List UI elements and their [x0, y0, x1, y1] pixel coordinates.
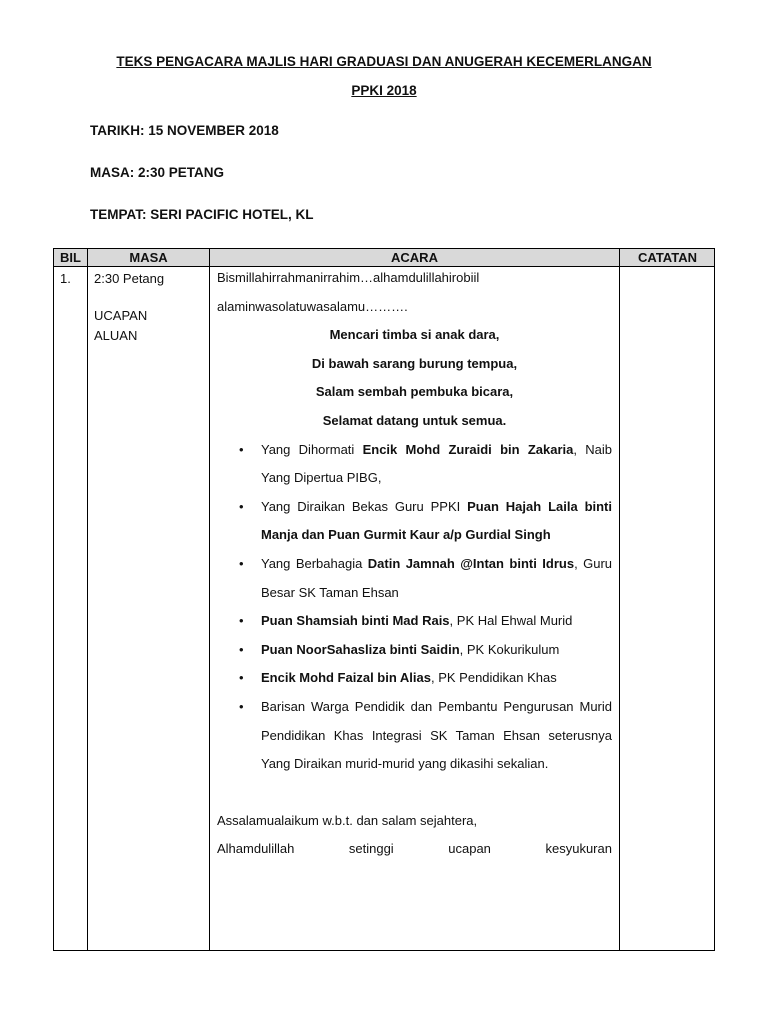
pantun-line-2: Di bawah sarang burung tempua, [311, 355, 518, 371]
time-note-line-2: ALUAN [94, 328, 138, 343]
pantun-line-4: Selamat datang untuk semua. [322, 412, 507, 428]
document-title-line-1: TEKS PENGACARA MAJLIS HARI GRADUASI DAN ANUGERAH KECEMERLANGAN [116, 54, 652, 69]
header-masa: MASA [129, 250, 168, 265]
header-acara: ACARA [391, 250, 438, 265]
document-title-line-2: PPKI 2018 [351, 83, 417, 98]
event-venue: TEMPAT: SERI PACIFIC HOTEL, KL [90, 207, 314, 222]
column-divider [209, 249, 210, 950]
event-date: TARIKH: 15 NOVEMBER 2018 [90, 123, 279, 138]
acara-cell [217, 264, 612, 864]
list-item: • Yang Berbahagia Datin Jamnah @Intan binti Idrus, Guru Besar SK Taman Ehsan [261, 550, 612, 607]
header-catatan: CATATAN [638, 250, 697, 265]
column-divider [87, 249, 88, 950]
list-item: • Yang Diraikan Bekas Guru PPKI Puan Hajah Laila binti Manja dan Puan Gurmit Kaur a/p Gurdial Singh [261, 493, 612, 550]
closing-line-1: Assalamualaikum w.b.t. dan salam sejahtera, [217, 812, 478, 828]
row-time-note [94, 306, 204, 346]
pantun-line-1: Mencari timba si anak dara, [329, 327, 500, 343]
time-note-line-1: UCAPAN [94, 308, 148, 323]
list-item: • Encik Mohd Faizal bin Alias, PK Pendidikan Khas [261, 664, 612, 693]
intro-line-1: Bismillahirrahmanirrahim…alhamdulillahirobiil [217, 270, 480, 285]
list-item: • Puan Shamsiah binti Mad Rais, PK Hal Ehwal Murid [261, 607, 612, 636]
pantun-line-3: Salam sembah pembuka bicara, [315, 384, 514, 400]
list-item: • Puan NoorSahasliza binti Saidin, PK Kokurikulum [261, 636, 612, 665]
list-item: • Yang Dihormati Encik Mohd Zuraidi bin Zakaria, Naib Yang Dipertua PIBG, [261, 436, 612, 493]
header-bil: BIL [60, 250, 81, 265]
intro-line-2: alaminwasolatuwasalamu………. [217, 298, 408, 314]
column-divider [619, 249, 620, 950]
program-table [53, 248, 715, 951]
event-time: MASA: 2:30 PETANG [90, 165, 225, 180]
row-time: 2:30 Petang [94, 271, 165, 286]
guest-list [217, 436, 612, 779]
row-number: 1. [60, 271, 71, 286]
row-time-cell [94, 271, 204, 346]
list-item: • Barisan Warga Pendidik dan Pembantu Pengurusan Murid Pendidikan Khas Integrasi SK Taman Ehsan seterusnya Yang Diraikan murid-murid yang dikasihi sekalian. [261, 693, 612, 779]
closing-line-2: Alhamdulillah setinggi ucapan kesyukuran [217, 841, 612, 857]
